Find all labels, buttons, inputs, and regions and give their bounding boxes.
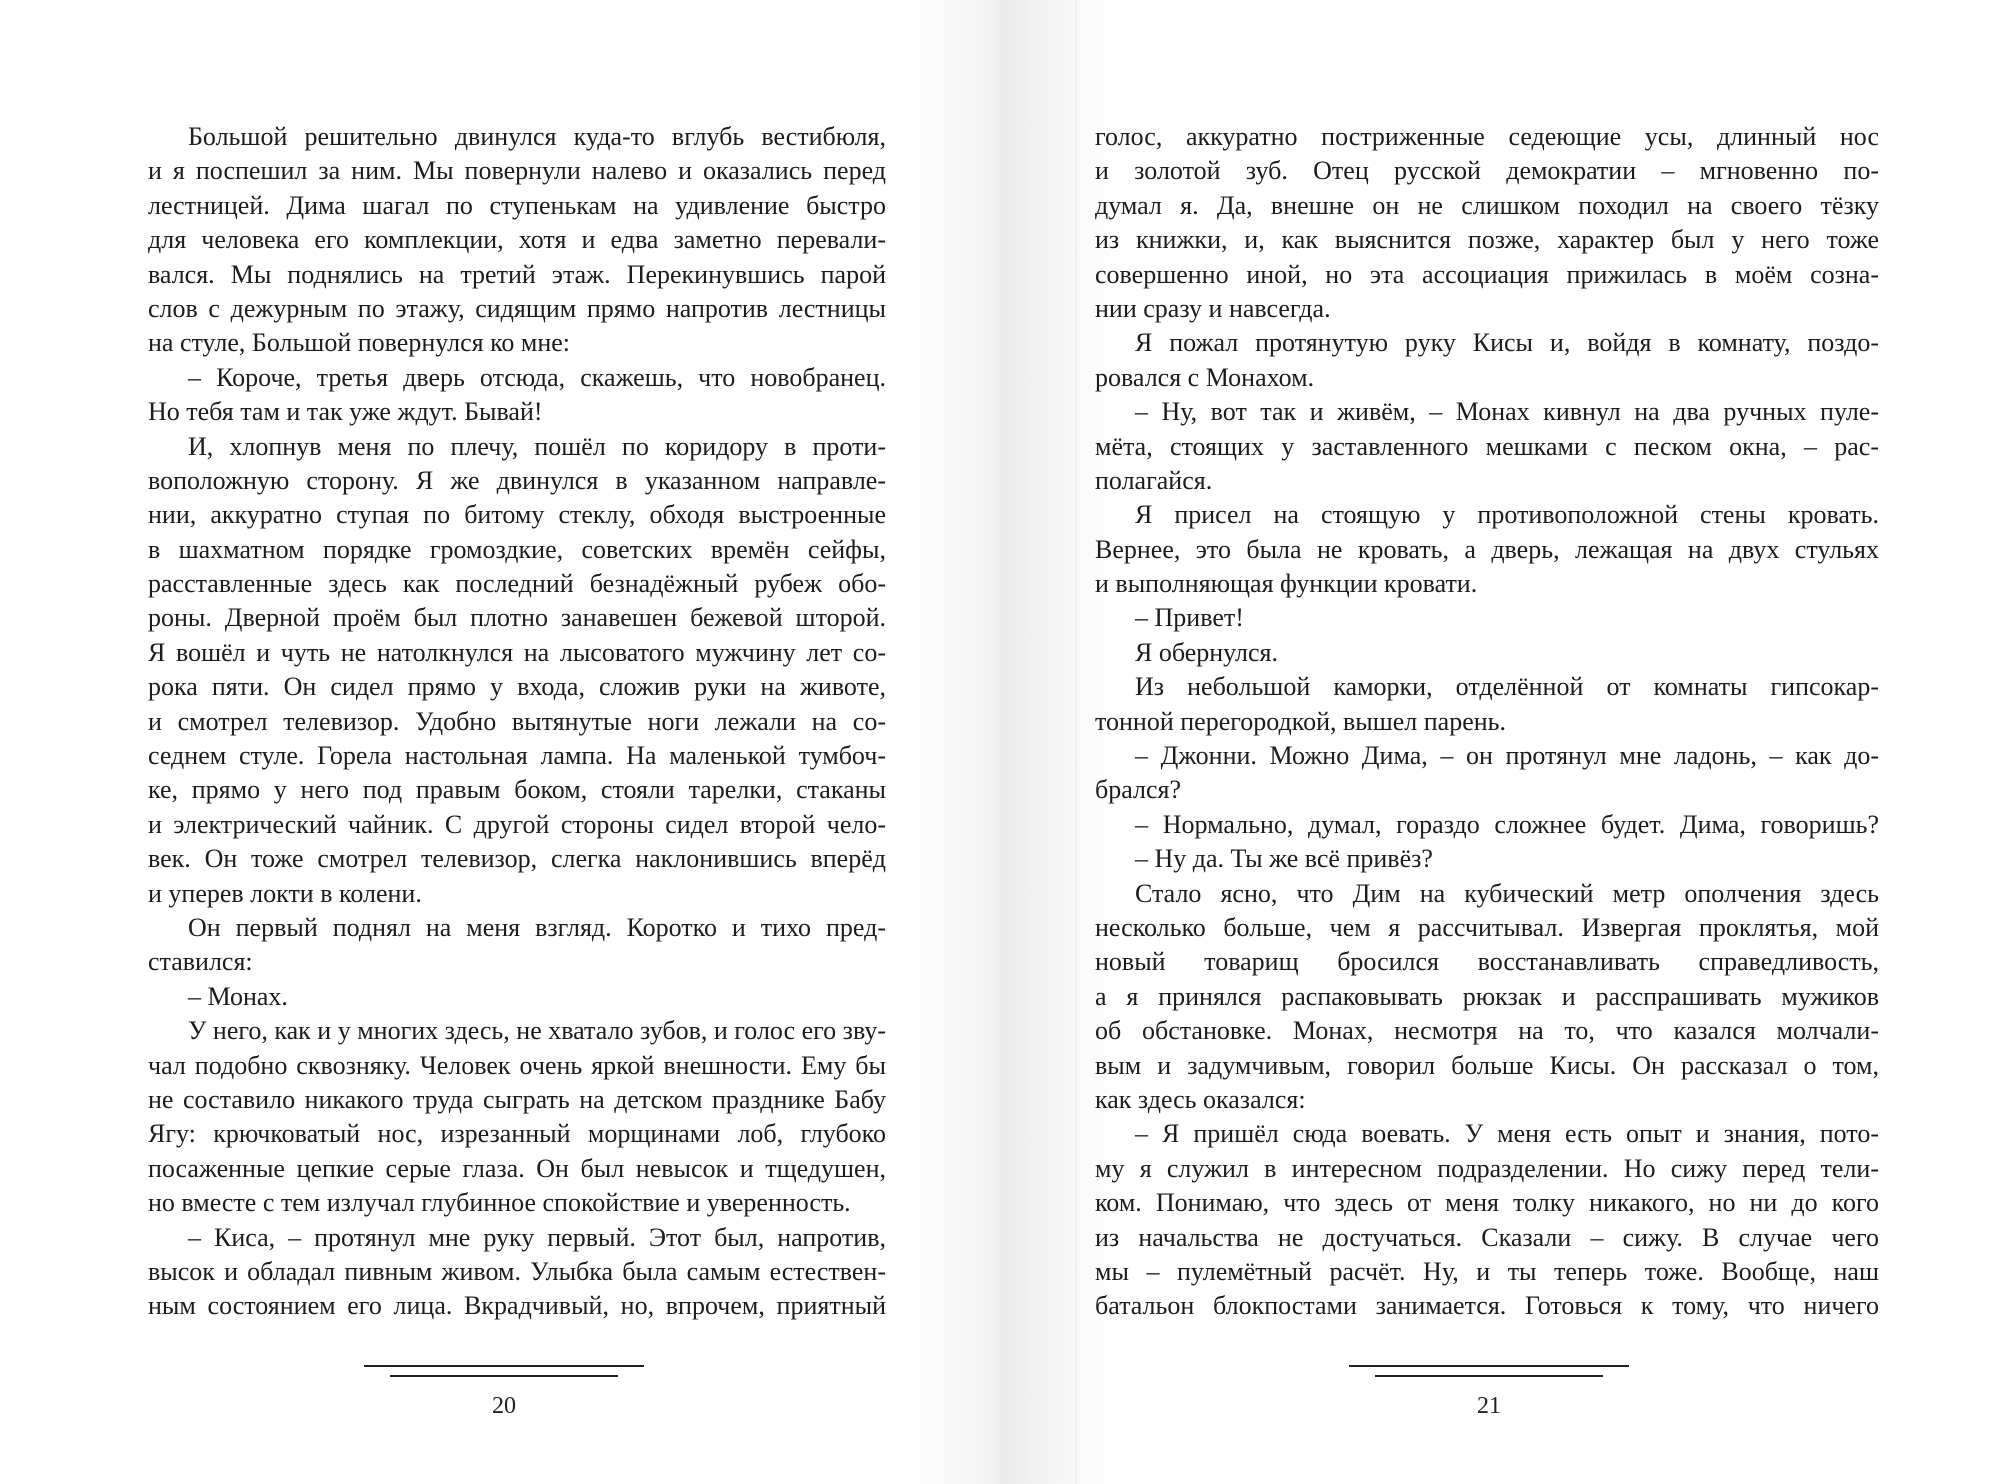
text-line: мёта, стоящих у заставленного мешками с песком окна, – рас- xyxy=(1095,431,1879,461)
footer-rule xyxy=(1375,1375,1603,1377)
text-line: вался. Мы поднялись на третий этаж. Перекинувшись парой xyxy=(148,259,886,289)
text-line: рока пяти. Он сидел прямо у входа, сложив руки на животе, xyxy=(148,672,886,702)
text-line: и золотой зуб. Отец русской демократии – мгновенно по- xyxy=(1095,156,1879,186)
text-line: роны. Дверной проём был плотно занавешен бежевой шторой. xyxy=(148,603,886,633)
text-line: как здесь оказался: xyxy=(1095,1084,1306,1114)
text-line: думал я. Да, внешне он не слишком походил на своего тёзку xyxy=(1095,190,1879,220)
text-line: – Привет! xyxy=(1135,603,1244,633)
text-line: век. Он тоже смотрел телевизор, слегка наклонившись вперёд xyxy=(148,844,886,874)
text-line: батальон блокпостами занимается. Готовься к тому, что ничего xyxy=(1095,1291,1879,1321)
text-line: Он первый поднял на меня взгляд. Коротко и тихо пред- xyxy=(188,912,886,942)
text-line: – Киса, – протянул мне руку первый. Этот был, напротив, xyxy=(188,1222,886,1252)
left-page-footer xyxy=(360,1365,648,1420)
left-page-text xyxy=(148,120,886,1324)
text-line: – Ну да. Ты же всё привёз? xyxy=(1135,844,1433,874)
text-line: И, хлопнув меня по плечу, пошёл по коридору в проти- xyxy=(188,431,886,461)
text-line: Я пожал протянутую руку Кисы и, войдя в комнату, поздо- xyxy=(1135,328,1879,358)
text-line: расставленные здесь как последний безнадёжный рубеж обо- xyxy=(148,569,886,599)
text-line: голос, аккуратно постриженные седеющие усы, длинный нос xyxy=(1095,122,1879,151)
text-line: нии, аккуратно ступая по битому стеклу, обходя выстроенные xyxy=(148,500,886,530)
text-line: Я вошёл и чуть не натолкнулся на лысоватого мужчину лет со- xyxy=(148,637,886,667)
text-line: из начальства не достучаться. Сказали – сижу. В случае чего xyxy=(1095,1222,1879,1252)
text-line: и уперев локти в колени. xyxy=(148,878,422,908)
text-line: – Нормально, думал, гораздо сложнее будет. Дима, говоришь? xyxy=(1135,809,1879,839)
text-line: ке, прямо у него под правым боком, стояли тарелки, стаканы xyxy=(148,775,886,805)
text-line: но вместе с тем излучал глубинное спокойствие и уверенность. xyxy=(148,1188,851,1218)
text-line: воположную сторону. Я же двинулся в указанном направле- xyxy=(148,465,886,495)
text-line: посаженные цепкие серые глаза. Он был невысок и тщедушен, xyxy=(148,1153,886,1183)
text-line: нии сразу и навсегда. xyxy=(1095,293,1331,323)
text-line: Из небольшой каморки, отделённой от комнаты гипсокар- xyxy=(1135,672,1879,702)
page-number: 21 xyxy=(1477,1393,1501,1419)
text-line: седнем стуле. Горела настольная лампа. На маленькой тумбоч- xyxy=(148,741,886,771)
text-line: му я служил в интересном подразделении. Но сижу перед тели- xyxy=(1095,1153,1879,1183)
text-line: на стуле, Большой повернулся ко мне: xyxy=(148,328,571,358)
page-gutter xyxy=(1075,0,1077,1484)
text-line: Вернее, это была не кровать, а дверь, лежащая на двух стульях xyxy=(1095,534,1879,564)
text-line: и смотрел телевизор. Удобно вытянутые ноги лежали на со- xyxy=(148,706,886,736)
text-line: Но тебя там и так уже ждут. Бывай! xyxy=(148,397,543,427)
text-line: мы – пулемётный расчёт. Ну, и ты теперь тоже. Вообще, наш xyxy=(1095,1256,1879,1286)
text-line: Я обернулся. xyxy=(1135,637,1279,667)
text-line: слов с дежурным по этажу, сидящим прямо напротив лестницы xyxy=(148,293,886,323)
footer-rule xyxy=(364,1365,644,1367)
right-page xyxy=(1000,0,2000,1484)
text-line: ком. Понимаю, что здесь от меня толку никакого, но ни до кого xyxy=(1095,1188,1879,1218)
text-line: вым и задумчивым, говорил больше Кисы. Он рассказал о том, xyxy=(1095,1050,1879,1080)
text-line: ставился: xyxy=(148,947,253,977)
text-line: не составило никакого труда сыграть на детском празднике Бабу xyxy=(148,1084,886,1114)
text-line: – Ну, вот так и живём, – Монах кивнул на два ручных пуле- xyxy=(1135,397,1879,427)
text-line: а я принялся распаковывать рюкзак и расспрашивать мужиков xyxy=(1095,981,1879,1011)
right-page-footer xyxy=(1345,1365,1633,1420)
text-line: об обстановке. Монах, несмотря на то, что казался молчали- xyxy=(1095,1016,1879,1046)
footer-rule xyxy=(390,1375,618,1377)
footer-rule xyxy=(1349,1365,1629,1367)
text-line: Стало ясно, что Дим на кубический метр ополчения здесь xyxy=(1135,878,1879,908)
text-line: и я поспешил за ним. Мы повернули налево и оказались перед xyxy=(148,156,886,186)
right-page-text xyxy=(1095,120,1879,1324)
text-line: несколько больше, чем я рассчитывал. Извергая проклятья, мой xyxy=(1095,912,1879,942)
text-line: новый товарищ бросился восстанавливать справедливость, xyxy=(1095,947,1879,977)
text-line: из книжки, и, как выяснится позже, характер был у него тоже xyxy=(1095,225,1879,255)
text-line: совершенно иной, но эта ассоциация прижилась в моём созна- xyxy=(1095,259,1879,289)
text-line: – Монах. xyxy=(188,981,288,1011)
text-line: и выполняющая функции кровати. xyxy=(1095,569,1478,599)
text-line: в шахматном порядке громоздкие, советских времён сейфы, xyxy=(148,534,886,564)
text-line: – Короче, третья дверь отсюда, скажешь, что новобранец. xyxy=(188,362,886,392)
page-number: 20 xyxy=(492,1393,516,1419)
text-line: У него, как и у многих здесь, не хватало зубов, и голос его зву- xyxy=(188,1016,886,1046)
text-line: – Я пришёл сюда воевать. У меня есть опыт и знания, пото- xyxy=(1135,1119,1879,1149)
text-line: для человека его комплекции, хотя и едва заметно перевали- xyxy=(148,225,886,255)
text-line: и электрический чайник. С другой стороны сидел второй чело- xyxy=(148,809,886,839)
text-line: чал подобно сквозняку. Человек очень яркой внешности. Ему бы xyxy=(148,1050,886,1080)
text-line: ным состоянием его лица. Вкрадчивый, но, впрочем, приятный xyxy=(148,1291,886,1321)
text-line: тонной перегородкой, вышел парень. xyxy=(1095,706,1507,736)
text-line: Я присел на стоящую у противоположной стены кровать. xyxy=(1135,500,1879,530)
text-line: ровался с Монахом. xyxy=(1095,362,1315,392)
text-line: брался? xyxy=(1095,775,1182,805)
text-line: лестницей. Дима шагал по ступенькам на удивление быстро xyxy=(148,190,886,220)
text-line: Большой решительно двинулся куда-то вглубь вестибюля, xyxy=(188,122,886,151)
text-line: – Джонни. Можно Дима, – он протянул мне ладонь, – как до- xyxy=(1135,741,1879,771)
text-line: Ягу: крючковатый нос, изрезанный морщинами лоб, глубоко xyxy=(148,1119,886,1149)
text-line: полагайся. xyxy=(1095,465,1213,495)
text-line: высок и обладал пивным живом. Улыбка была самым естествен- xyxy=(148,1256,886,1286)
